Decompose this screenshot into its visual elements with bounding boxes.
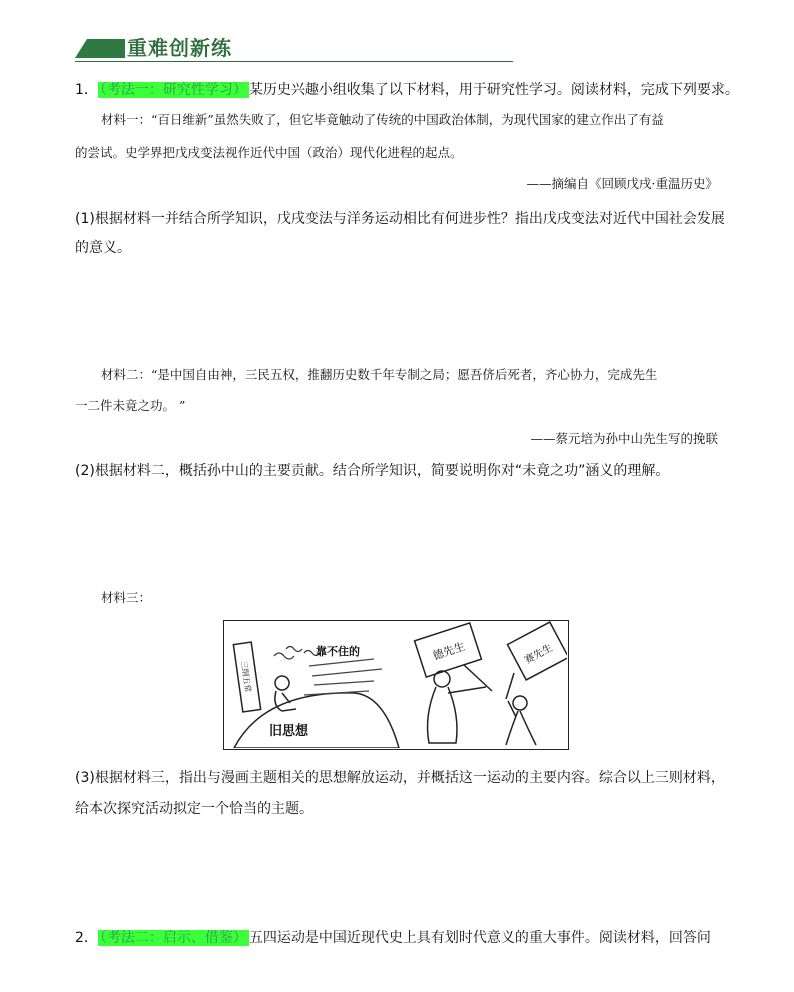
q2-number: 2． (75, 930, 98, 946)
sign-right-pole (506, 673, 514, 699)
sub1-line2: 的意义。 (75, 240, 131, 256)
cartoon-figure (223, 620, 569, 750)
section-title: 重难创新练 (127, 36, 232, 60)
cartoon-drawing (224, 621, 567, 748)
material1-line2: 的尝试。史学界把戊戌变法视作近代中国（政治）现代化进程的起点。 (75, 145, 463, 160)
sub3-line1: (3)根据材料三，指出与漫画主题相关的思想解放运动，并概括这一运动的主要内容。综合以上三则材料， (75, 770, 725, 786)
q2-tag: （考法二：启示、借鉴） (99, 930, 247, 946)
sign-left-pole (464, 665, 492, 691)
book-text: 三纲五常 (239, 660, 253, 693)
q1-number: 1． (75, 82, 98, 98)
section-header (75, 36, 513, 62)
figure-left-body (428, 687, 486, 743)
ground-text: 旧思想 (269, 724, 309, 739)
material2-line2: 一二件未竟之功。 ” (75, 398, 186, 413)
material2-source: ——蔡元培为孙中山先生写的挽联 (530, 431, 718, 446)
figure-right-head (513, 696, 527, 710)
sub2-line1: (2)根据材料二，概括孙中山的主要贡献。结合所学知识，简要说明你对“未竟之功”涵义的理解。 (75, 463, 670, 479)
material1-source: ——摘编自《回顾戊戌·重温历史》 (526, 176, 718, 191)
sign-left-text: 德先生 (431, 639, 467, 663)
sign-right-text: 赛先生 (522, 642, 555, 667)
q2-stem: 五四运动是中国近现代史上具有划时代意义的重大事件。阅读材料，回答问 (248, 930, 711, 946)
q2-stem-line (75, 928, 711, 948)
header-rule (75, 61, 513, 62)
old-man-head (275, 676, 289, 690)
q1-tag: （考法一：研究性学习） (99, 82, 247, 98)
figure-left-head (434, 671, 450, 687)
figure-right-body (506, 701, 536, 745)
sub3-line2: 给本次探究活动拟定一个恰当的主题。 (75, 801, 313, 817)
text-lines (304, 659, 382, 695)
thought-squiggles (274, 647, 320, 660)
sub1-line1: (1)根据材料一并结合所学知识，戊戌变法与洋务运动相比有何进步性？指出戊戌变法对近代中国社会发展 (75, 211, 725, 227)
header-accent-block (75, 39, 125, 58)
material3-label: 材料三： (101, 590, 152, 605)
material1-line1: 材料一：“百日维新”虽然失败了，但它毕竟触动了传统的中国政治体制，为现代国家的建立作出了有益 (101, 112, 664, 127)
q1-stem-line (75, 80, 739, 100)
bubble-text: 靠不住的 (316, 645, 360, 658)
material2-line1: 材料二：“是中国自由神，三民五权，推翻历史数千年专制之局；愿吾侪后死者，齐心协力，完成先生 (101, 367, 658, 382)
q1-stem: 某历史兴趣小组收集了以下材料，用于研究性学习。阅读材料，完成下列要求。 (248, 82, 739, 98)
